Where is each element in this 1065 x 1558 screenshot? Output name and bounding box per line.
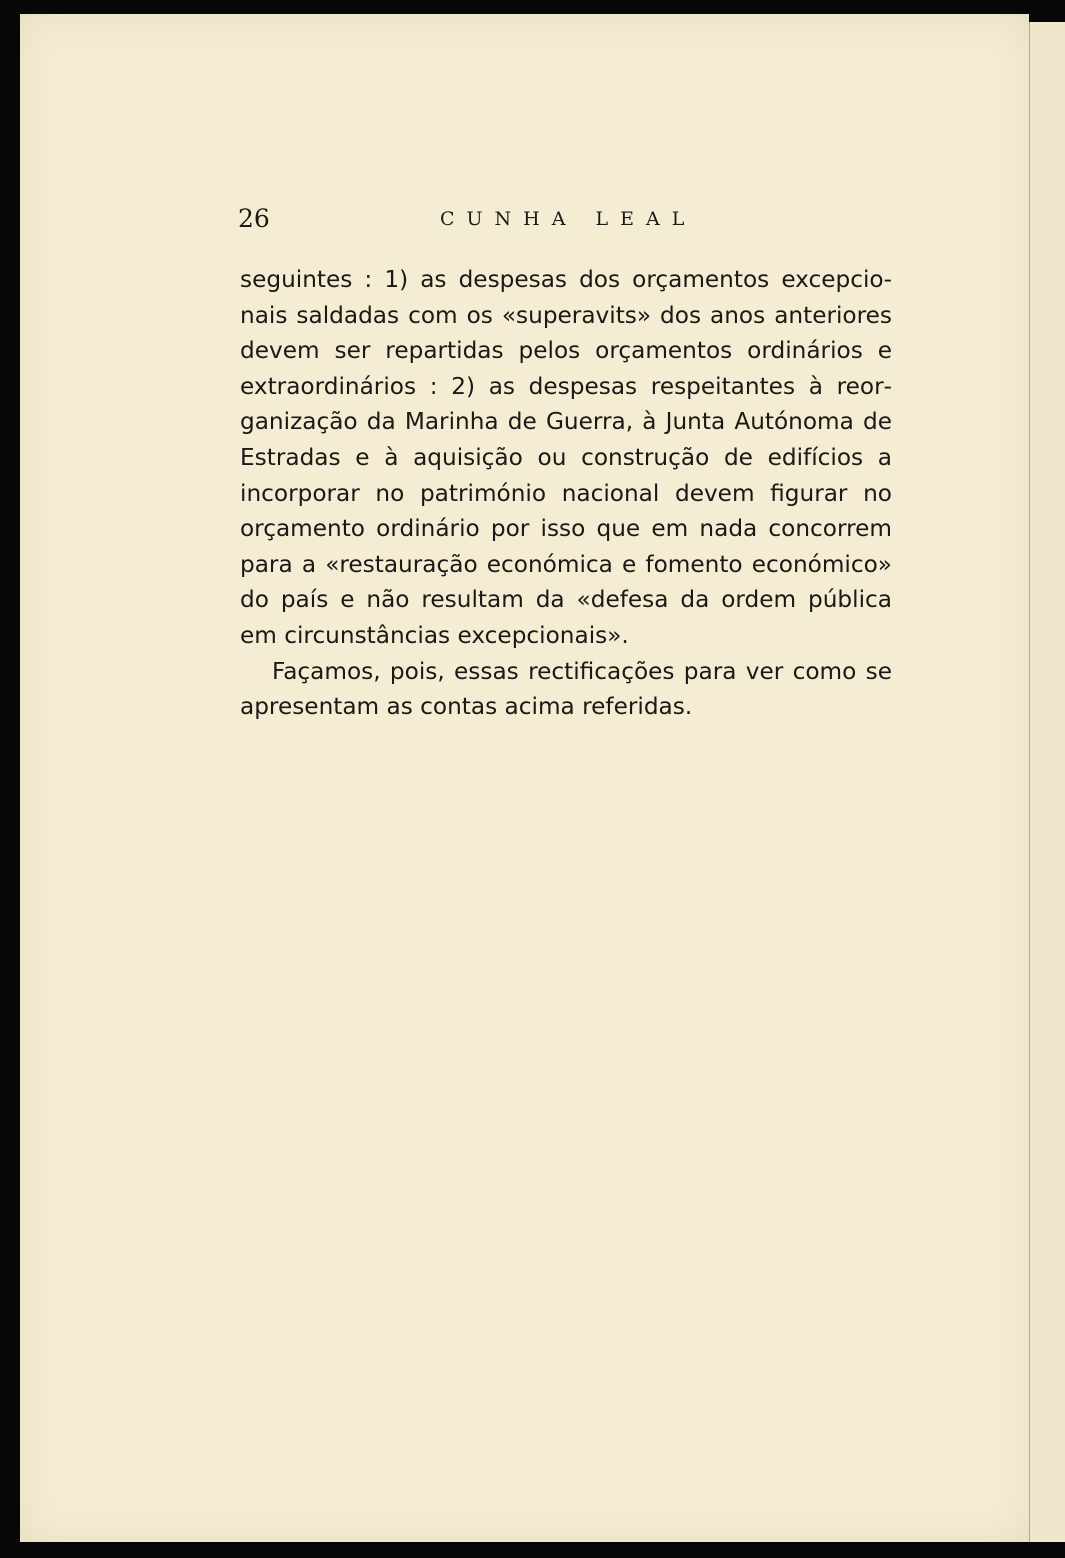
paragraph: Façamos, pois, essas rectificações para ver como se apresentam as contas acima referidas.	[240, 657, 892, 721]
body-text	[240, 262, 892, 725]
paragraph: seguintes : 1) as despesas dos orçamentos excepcionais saldadas com os «superavits» dos anos anteriores devem ser repartidas pelos orçamentos ordinários e extraordinários : 2) as despesas respeitantes à reorganização da Marinha de Guerra, à Junta Autónoma de Estradas e à aquisição ou construção de edifícios a incorporar no património nacional devem figurar no orçamento ordinário por isso que em nada concorrem para a «restauração económica e fomento económico» do país e não resultam da «defesa da ordem pública em circunstâncias excepcionais».	[240, 266, 892, 649]
adjacent-page-edge	[1029, 22, 1065, 1542]
page-number: 26	[238, 204, 270, 233]
running-title: CUNHA LEAL	[440, 208, 697, 230]
running-header	[238, 202, 898, 238]
book-page	[20, 14, 1029, 1542]
